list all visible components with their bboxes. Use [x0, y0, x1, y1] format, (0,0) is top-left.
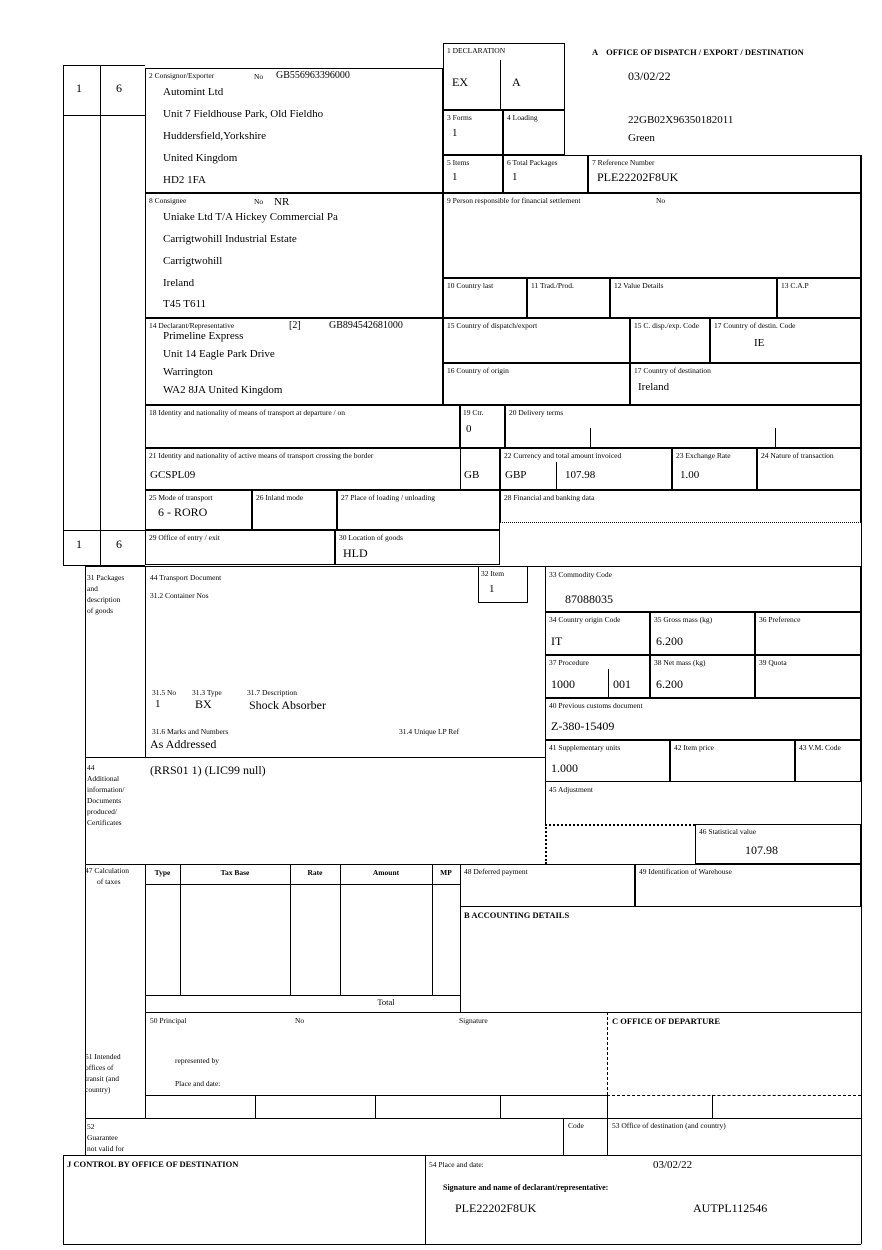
box-8-address-line: Carrigtwohill — [163, 255, 223, 267]
box-28-label: 28 Financial and banking data — [504, 493, 595, 502]
box-31-2-container-label: 31.2 Container Nos — [150, 591, 209, 600]
box-51-label-line: offices of — [85, 1063, 114, 1072]
box-31-label-line: 31 Packages — [87, 573, 125, 582]
movement-reference-number: 22GB02X96350182011 — [628, 114, 734, 126]
box-8-address-line: T45 T611 — [163, 298, 207, 310]
box-45-label: 45 Adjustment — [549, 785, 593, 794]
box-8-address-line: Ireland — [163, 277, 195, 289]
transit-cell-divider — [500, 1095, 501, 1118]
box-44-value: (RRS01 1) (LIC99 null) — [150, 763, 266, 777]
box-9-label: 9 Person responsible for financial settlement — [447, 196, 581, 205]
box-54-reference: PLE22202F8UK — [455, 1201, 537, 1215]
box-1-divider — [500, 60, 501, 110]
box-22-divider — [556, 462, 557, 490]
section-a-date: 03/02/22 — [628, 69, 671, 83]
box-14-eori: GB894542681000 — [329, 320, 403, 331]
goods-label-column-divider — [145, 566, 146, 757]
copy-number: 6 — [116, 537, 122, 551]
tax-header-rate: Rate — [307, 868, 323, 877]
box-1-label: 1 DECLARATION — [447, 46, 506, 55]
box-52-code-label: Code — [568, 1121, 584, 1130]
box-8-address-line: Uniake Ltd T/A Hickey Commercial Pa — [163, 211, 338, 223]
box-32-label: 32 Item — [481, 569, 505, 578]
box-1-form-code-value: A — [512, 75, 521, 89]
box-8-no-label: No — [254, 197, 264, 206]
box-33-value: 87088035 — [565, 592, 613, 606]
box-44-label-line: produced/ — [87, 807, 117, 816]
box-20-sub-divider — [590, 428, 591, 448]
section-c-dashed-bottom — [607, 1095, 861, 1096]
box-52-label-line: not valid for — [87, 1144, 125, 1153]
box-47-label-line: 47 Calculation — [85, 866, 129, 875]
box-22-label: 22 Currency and total amount invoiced — [504, 451, 622, 460]
box-19-label: 19 Ctr. — [463, 408, 484, 417]
box-27-label: 27 Place of loading / unloading — [341, 493, 435, 502]
box-30-label: 30 Location of goods — [339, 533, 403, 542]
section-j-title: J CONTROL BY OFFICE OF DESTINATION — [67, 1159, 239, 1169]
box-6-label: 6 Total Packages — [507, 158, 558, 167]
box-31-3-value: BX — [195, 697, 212, 711]
box-31-5-value: 1 — [155, 698, 161, 710]
box-8-no-value: NR — [274, 196, 290, 208]
box-50-signature-label: Signature — [459, 1016, 488, 1025]
box-17-value: Ireland — [638, 381, 670, 393]
form-right-border — [861, 155, 862, 1244]
box-54-signature-label: Signature and name of declarant/representative: — [443, 1183, 609, 1192]
box-47-label-line: of taxes — [97, 877, 121, 886]
box-23-label: 23 Exchange Rate — [676, 451, 731, 460]
box-21-value: GCSPL09 — [150, 469, 196, 481]
box-52-label-line: 52 — [87, 1122, 95, 1131]
box-31-7-label: 31.7 Description — [247, 688, 297, 697]
box-54-label: 54 Place and date: — [429, 1160, 484, 1169]
box-2-label: 2 Consignor/Exporter — [149, 71, 215, 80]
box-13-label: 13 C.A.P — [781, 281, 809, 290]
copy-column-left-border — [63, 65, 64, 565]
box-7-value: PLE22202F8UK — [597, 170, 679, 184]
box-29-label: 29 Office of entry / exit — [149, 533, 220, 542]
box-43-label: 43 V.M. Code — [799, 743, 841, 752]
box-25-value: 6 - RORO — [158, 505, 208, 519]
routing-status: Green — [628, 132, 655, 144]
box-2-eori: GB556963396000 — [276, 70, 350, 81]
box-20-label: 20 Delivery terms — [509, 408, 564, 417]
box-21-label: 21 Identity and nationality of active means of transport crossing the border — [149, 451, 374, 460]
copy-row-top-line — [63, 65, 145, 66]
box-31-3-label: 31.3 Type — [192, 688, 222, 697]
box-2-address-line: United Kingdom — [163, 152, 238, 164]
box-31-5-label: 31.5 No — [152, 688, 177, 697]
box-50-represented-label: represented by — [175, 1056, 219, 1065]
box-51-label-line: 51 Intended — [85, 1052, 121, 1061]
box-34-label: 34 Country origin Code — [549, 615, 621, 624]
box-46-label: 46 Statistical value — [699, 827, 757, 836]
copy-number: 1 — [76, 81, 82, 95]
box-23-value: 1.00 — [680, 469, 700, 481]
box-31-6-label: 31.6 Marks and Numbers — [152, 727, 229, 736]
section-c-dashed-border — [607, 1012, 608, 1095]
box-38-label: 38 Net mass (kg) — [654, 658, 706, 667]
transit-cell-divider — [712, 1095, 713, 1118]
box-32-value: 1 — [489, 583, 495, 595]
box-30-value: HLD — [343, 546, 368, 560]
box-31-label-line: description — [87, 595, 121, 604]
box-38-value: 6.200 — [656, 677, 683, 691]
box-11-label: 11 Trad./Prod. — [531, 281, 574, 290]
tax-header-mp: MP — [440, 868, 452, 877]
box-17-label: 17 Country of destination — [634, 366, 711, 375]
copy-row-bottom-line — [63, 115, 145, 116]
box-39-label: 39 Quota — [759, 658, 787, 667]
box-50-no-label: No — [295, 1016, 305, 1025]
tax-header-tax-base: Tax Base — [220, 868, 250, 877]
copy-number: 1 — [76, 537, 82, 551]
box-52-code-divider — [563, 1118, 564, 1155]
box-52-label-line: Guarantee — [87, 1133, 118, 1142]
tax-table-total-line — [145, 995, 460, 996]
box-3-label: 3 Forms — [447, 113, 472, 122]
box-22-currency: GBP — [505, 469, 527, 481]
box-20-sub-divider — [775, 428, 776, 448]
box-2-address-line: Unit 7 Fieldhouse Park, Old Fieldho — [163, 108, 324, 120]
box-25-label: 25 Mode of transport — [149, 493, 213, 502]
box-44-label-line: 44 — [87, 763, 95, 772]
box-54-date: 03/02/22 — [653, 1159, 693, 1171]
box-53-left-border — [607, 1118, 608, 1155]
box-54-authorisation: AUTPL112546 — [693, 1201, 768, 1215]
section-j-left-border — [63, 1155, 64, 1244]
tax-header-type: Type — [154, 868, 171, 877]
transit-cell-divider — [607, 1095, 608, 1118]
box-45-left-border — [545, 782, 546, 824]
box-31-6-value: As Addressed — [150, 737, 217, 751]
box-14-address-line: Unit 14 Eagle Park Drive — [163, 348, 275, 360]
box-2-address-line: Automint Ltd — [163, 86, 224, 98]
box-8-address-line: Carrigtwohill Industrial Estate — [163, 233, 297, 245]
box-14-address-line: WA2 8JA United Kingdom — [163, 384, 283, 396]
section-b-title: B ACCOUNTING DETAILS — [464, 910, 570, 920]
box-50-left-border — [145, 1012, 146, 1118]
box-12-label: 12 Value Details — [614, 281, 664, 290]
box-5-value: 1 — [452, 171, 458, 183]
transit-cell-divider — [375, 1095, 376, 1118]
transit-row-top-line — [145, 1095, 607, 1096]
box-16-label: 16 Country of origin — [447, 366, 509, 375]
box-31-label-line: of goods — [87, 606, 114, 615]
box-14-label: 14 Declarant/Representative — [149, 321, 235, 330]
box-1-regime-value: EX — [452, 75, 468, 89]
box-4-label: 4 Loading — [507, 113, 538, 122]
box-37-value2: 001 — [613, 677, 631, 691]
box-14-address-line: Primeline Express — [163, 330, 244, 342]
box-2-no-label: No — [254, 72, 264, 81]
box-48-label: 48 Deferred payment — [464, 867, 528, 876]
dotted-divider-vertical — [545, 824, 547, 864]
box-40-label: 40 Previous customs document — [549, 701, 643, 710]
box-22-amount: 107.98 — [565, 469, 596, 481]
tax-header-amount: Amount — [372, 868, 400, 877]
box-35-value: 6.200 — [656, 634, 683, 648]
box-15-label: 15 Country of dispatch/export — [447, 321, 538, 330]
tax-table-border — [145, 864, 146, 1012]
box-7-label: 7 Reference Number — [592, 158, 655, 167]
box-10-label: 10 Country last — [447, 281, 494, 290]
box-24-label: 24 Nature of transaction — [761, 451, 834, 460]
box-15a-label: 15 C. disp./exp. Code — [634, 321, 699, 330]
box-37-value1: 1000 — [551, 677, 575, 691]
box-49-label: 49 Identification of Warehouse — [639, 867, 732, 876]
box-36-label: 36 Preference — [759, 615, 801, 624]
box-51-label-line: country) — [85, 1085, 111, 1094]
box-37-label: 37 Procedure — [549, 658, 589, 667]
box-18-label: 18 Identity and nationality of means of transport at departure / on — [149, 408, 345, 417]
box-50-label: 50 Principal — [150, 1016, 187, 1025]
dotted-divider-horizontal — [545, 824, 695, 826]
box-14-address-line: Warrington — [163, 366, 213, 378]
box-31-4-label: 31.4 Unique LP Ref — [399, 727, 460, 736]
box-2-address-line: Huddersfield,Yorkshire — [163, 130, 267, 142]
tax-table-bottom-line — [145, 1012, 861, 1013]
box-5-label: 5 Items — [447, 158, 470, 167]
box-8-label: 8 Consignee — [149, 196, 187, 205]
box-37-divider — [608, 669, 609, 698]
box-54-left-border — [425, 1155, 426, 1244]
copy-column-divider — [100, 65, 101, 565]
box-46-value: 107.98 — [745, 843, 778, 857]
box-51-label-line: transit (and — [85, 1074, 119, 1083]
box-19-value: 0 — [466, 423, 472, 435]
box-41-label: 41 Supplementary units — [549, 743, 621, 752]
tax-table-header-line — [145, 884, 460, 885]
box-34-value: IT — [551, 634, 563, 648]
box-3-value: 1 — [452, 127, 458, 139]
tax-total-label: Total — [377, 997, 395, 1007]
box-9-financial-settlement — [443, 193, 861, 278]
box-42-label: 42 Item price — [674, 743, 714, 752]
box-17a-label: 17 Country of destin. Code — [714, 321, 796, 330]
box-26-label: 26 Inland mode — [256, 493, 304, 502]
box-44-label-line: Certificates — [87, 818, 122, 827]
box-44-label-line: Additional — [87, 774, 120, 783]
box-41-value: 1.000 — [551, 761, 578, 775]
section-c-title: C OFFICE OF DEPARTURE — [612, 1016, 721, 1026]
box-2-address-line: HD2 1FA — [163, 174, 206, 186]
copy-row2-top-line — [63, 530, 145, 531]
box-31-7-value: Shock Absorber — [249, 698, 326, 712]
section-j-top-line — [63, 1155, 861, 1156]
row-divider-line — [85, 1118, 861, 1119]
box-21-nationality: GB — [464, 469, 480, 481]
copy-number: 6 — [116, 81, 122, 95]
box-40-value: Z-380-15409 — [551, 719, 615, 733]
form-bottom-line — [63, 1244, 861, 1245]
box-21-nationality-divider — [460, 448, 461, 490]
box-9-no-label: No — [656, 196, 666, 205]
box-17a-value: IE — [754, 337, 765, 349]
box-33-label: 33 Commodity Code — [549, 570, 612, 579]
box-44-transport-doc-label: 44 Transport Document — [150, 573, 222, 582]
box-31-label-line: and — [87, 584, 98, 593]
box-44-label-line: Documents — [87, 796, 122, 805]
box-6-value: 1 — [512, 171, 518, 183]
transit-cell-divider — [255, 1095, 256, 1118]
box-50-place-date-label: Place and date: — [175, 1079, 221, 1088]
section-a-title: A OFFICE OF DISPATCH / EXPORT / DESTINATION — [592, 47, 804, 57]
box-14-code: [2] — [289, 320, 301, 331]
box-44-label-line: information/ — [87, 785, 125, 794]
box-53-label: 53 Office of destination (and country) — [612, 1121, 726, 1130]
box-35-label: 35 Gross mass (kg) — [654, 615, 713, 624]
box-44-top-line — [85, 757, 545, 758]
